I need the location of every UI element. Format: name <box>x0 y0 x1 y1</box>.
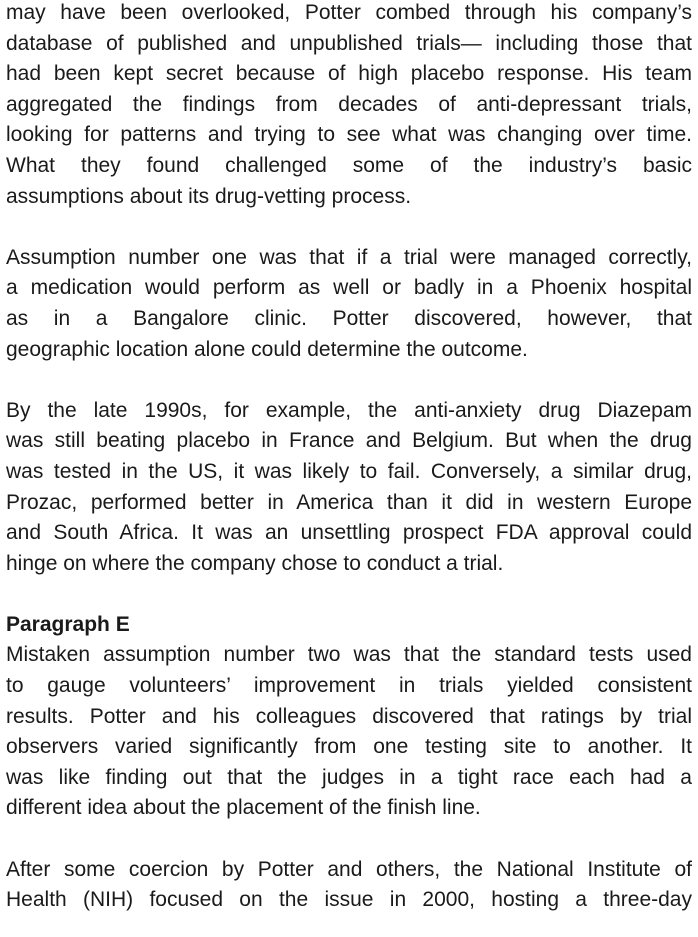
text-line: database of published and unpublished trials— including those that <box>6 31 692 55</box>
text-line: After some coercion by Potter and others, the National Institute of <box>6 857 692 881</box>
text-line: was tested in the US, it was likely to fail. Conversely, a similar drug, <box>6 459 692 483</box>
text-line: had been kept secret because of high placebo response. His team <box>6 62 692 86</box>
text-line: geographic location alone could determine the outcome. <box>6 337 528 361</box>
text-line: Health (NIH) focused on the issue in 2000, hosting a three-day <box>6 888 692 912</box>
text-line: may have been overlooked, Potter combed through his company’s <box>6 1 692 24</box>
text-line: was still beating placebo in France and Belgium. But when the drug <box>6 429 692 453</box>
text-line: a medication would perform as well or badly in a Phoenix hospital <box>6 276 692 300</box>
text-line: Assumption number one was that if a trial were managed correctly, <box>6 245 692 269</box>
text-line: was like finding out that the judges in a tight race each had a <box>6 765 692 789</box>
text-line: and South Africa. It was an unsettling prospect FDA approval could <box>6 521 692 545</box>
text-line: hinge on where the company chose to conduct a trial. <box>6 551 504 575</box>
text-line: Mistaken assumption number two was that the standard tests used <box>6 643 692 667</box>
text-line: as in a Bangalore clinic. Potter discovered, however, that <box>6 306 692 330</box>
paragraph-5 <box>6 855 692 916</box>
text-line: results. Potter and his colleagues discovered that ratings by trial <box>6 704 692 728</box>
document-page <box>6 0 692 916</box>
text-line: to gauge volunteers’ improvement in trials yielded consistent <box>6 674 692 698</box>
text-line: different idea about the placement of the finish line. <box>6 796 481 820</box>
text-line: Prozac, performed better in America than it did in western Europe <box>6 490 692 514</box>
paragraph-1 <box>6 0 692 212</box>
text-line: By the late 1990s, for example, the anti-anxiety drug Diazepam <box>6 398 692 422</box>
text-line: observers varied significantly from one testing site to another. It <box>6 735 692 759</box>
paragraph-e <box>6 610 692 824</box>
text-line: aggregated the findings from decades of anti-depressant trials, <box>6 92 692 116</box>
paragraph-3 <box>6 396 692 580</box>
section-heading: Paragraph E <box>6 612 130 636</box>
text-line: looking for patterns and trying to see what was changing over time. <box>6 123 692 147</box>
text-line: What they found challenged some of the industry’s basic <box>6 153 692 177</box>
paragraph-2 <box>6 243 692 365</box>
text-line: assumptions about its drug-vetting process. <box>6 184 412 208</box>
